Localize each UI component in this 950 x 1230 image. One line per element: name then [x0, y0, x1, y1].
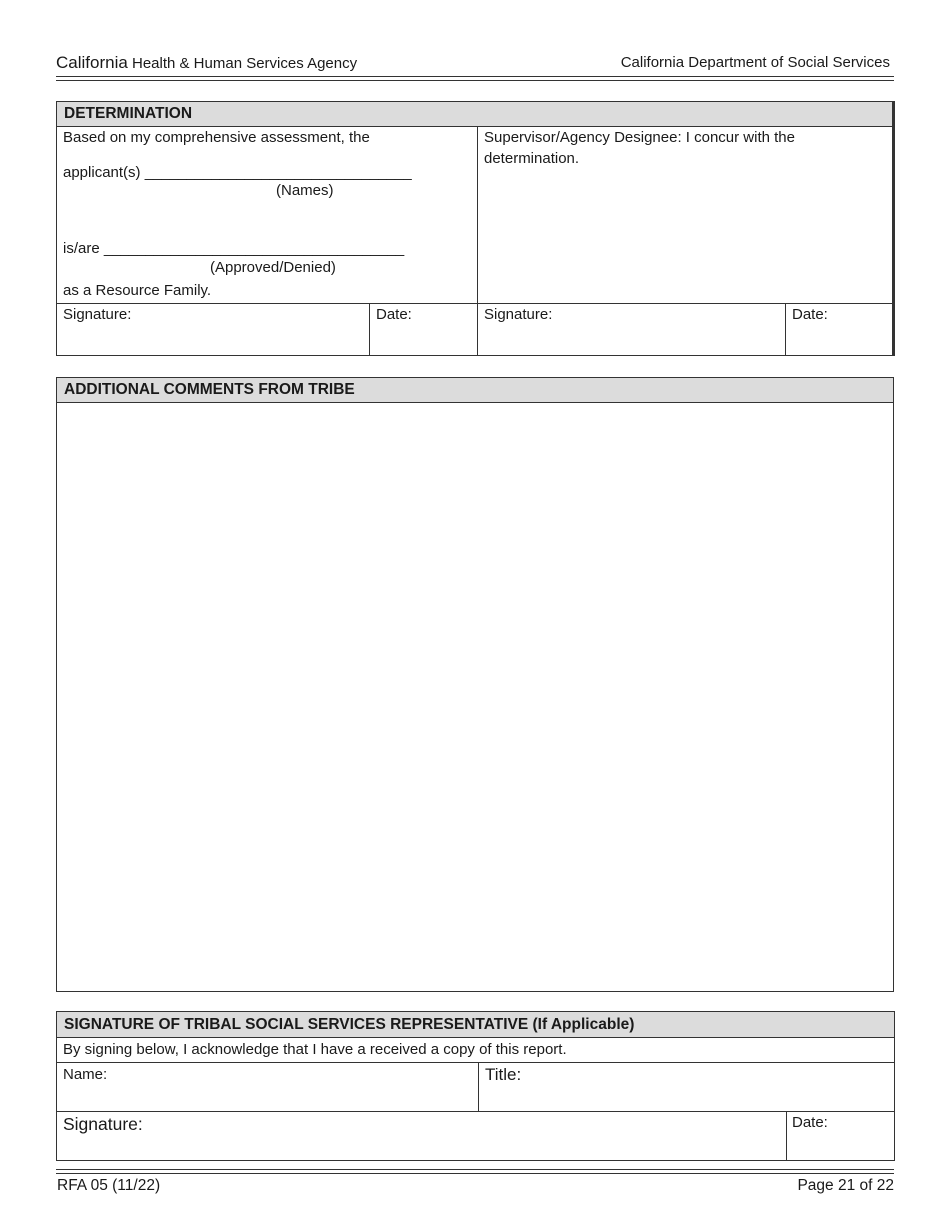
tribal-signature-title: SIGNATURE OF TRIBAL SOCIAL SERVICES REPRESENTATIVE (If Applicable): [64, 1016, 635, 1033]
comments-text-area[interactable]: [56, 402, 894, 992]
date-label: Date:: [376, 306, 412, 323]
resource-family-text: as a Resource Family.: [63, 282, 212, 299]
footer-rule: [56, 1173, 894, 1174]
supervisor-concur-text: Supervisor/Agency Designee: I concur with the: [484, 129, 795, 146]
tribal-title-field[interactable]: [479, 1063, 894, 1111]
agency-header: [56, 53, 357, 73]
tribal-name-field[interactable]: [57, 1063, 478, 1111]
determination-header: [56, 101, 894, 127]
approved-denied-caption: (Approved/Denied): [210, 259, 336, 276]
comments-title: ADDITIONAL COMMENTS FROM TRIBE: [64, 381, 355, 398]
signature-label: Signature:: [63, 306, 132, 323]
supervisor-concur-text-2: determination.: [484, 150, 580, 167]
tribal-signature-field[interactable]: [57, 1112, 786, 1160]
assessment-text: Based on my comprehensive assessment, the: [63, 129, 370, 146]
applicants-field[interactable]: applicant(s) ________________________________: [63, 164, 412, 181]
footer-rule: [56, 1169, 894, 1170]
supervisor-signature-field[interactable]: [478, 304, 785, 355]
header-rule: [56, 80, 894, 81]
acknowledge-text: By signing below, I acknowledge that I have a received a copy of this report.: [63, 1041, 567, 1058]
agency-name: Health & Human Services Agency: [131, 55, 358, 72]
supervisor-date-field[interactable]: [786, 304, 892, 355]
approved-denied-field[interactable]: is/are ____________________________________: [63, 240, 405, 257]
form-id: RFA 05 (11/22): [57, 1177, 161, 1194]
name-label: Name:: [63, 1066, 108, 1083]
header-rule: [56, 76, 894, 77]
signature-label: Signature:: [63, 1114, 143, 1134]
signature-label: Signature:: [484, 306, 553, 323]
tribal-signature-header: [56, 1011, 895, 1038]
page-number: Page 21 of 22: [797, 1177, 894, 1194]
assessor-signature-field[interactable]: [57, 304, 369, 355]
tribal-date-field[interactable]: [787, 1112, 894, 1160]
comments-header: [56, 377, 894, 403]
table-edge: [892, 101, 895, 356]
department-header: California Department of Social Services: [620, 54, 890, 71]
date-label: Date:: [792, 1114, 828, 1131]
assessor-date-field[interactable]: [370, 304, 477, 355]
date-label: Date:: [792, 306, 828, 323]
agency-state: California: [56, 53, 128, 72]
determination-title: DETERMINATION: [64, 105, 193, 122]
names-caption: (Names): [276, 182, 334, 199]
title-label: Title:: [485, 1065, 522, 1084]
